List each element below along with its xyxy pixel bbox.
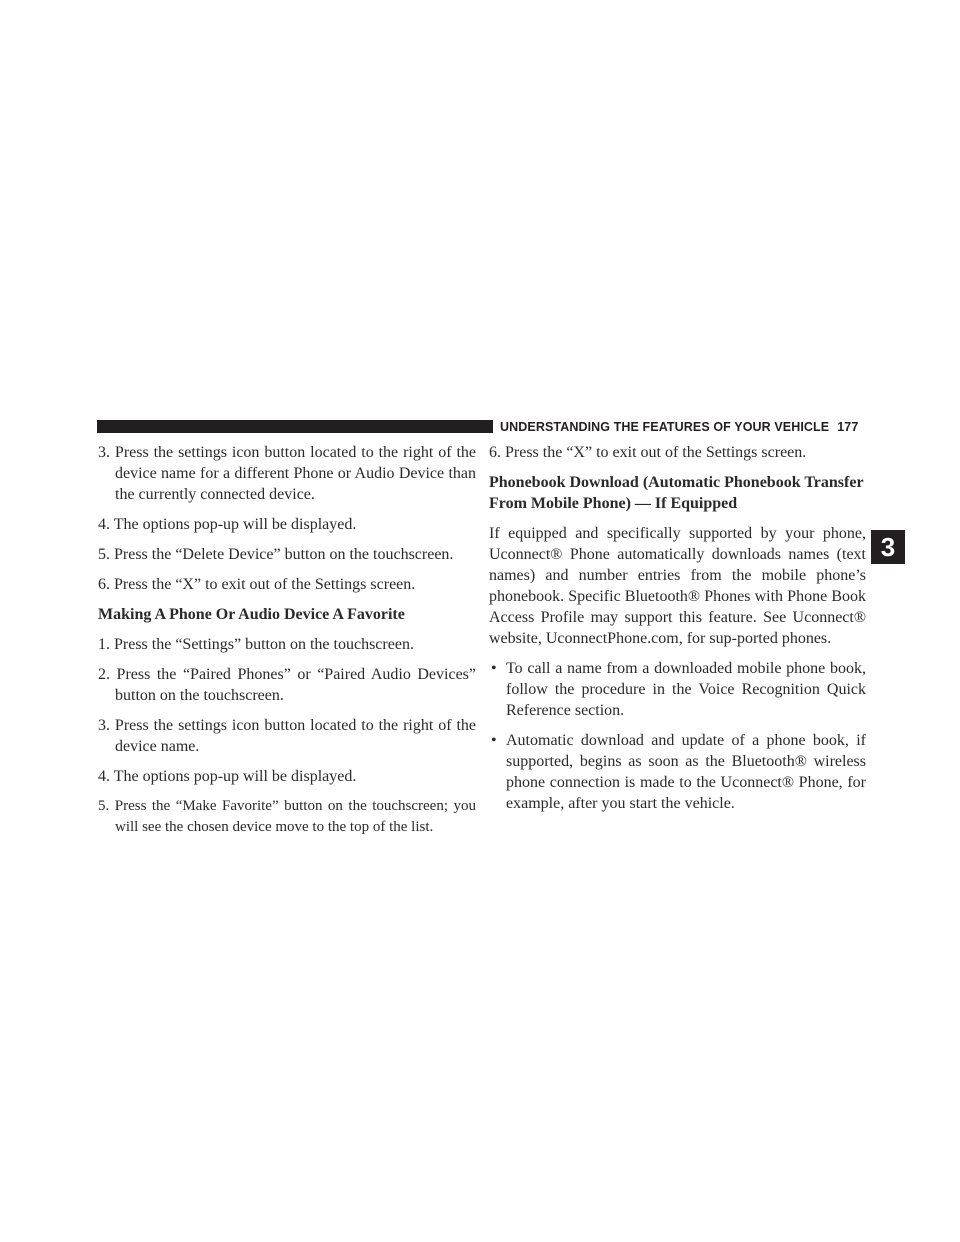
header-rule-bar [97,420,493,433]
step-item: 6. Press the “X” to exit out of the Settings screen. [489,444,807,461]
header-title: UNDERSTANDING THE FEATURES OF YOUR VEHICLE [500,420,830,434]
step-item: 3. Press the settings icon button located to the right of the device name. [98,717,476,755]
bullet-text: To call a name from a downloaded mobile phone book, follow the procedure in the Voice Recognition Quick Reference section. [506,660,866,719]
step-item: 1. Press the “Settings” button on the touchscreen. [98,636,414,653]
step-item: 4. The options pop-up will be displayed. [98,516,357,533]
bullet-list [489,658,866,814]
step-item: 3. Press the settings icon button located to the right of the device name for a different Phone or Audio Device than the currently connected device. [98,444,476,503]
list-item [489,730,866,814]
running-header [500,418,858,436]
step-item: 5. Press the “Make Favorite” button on the touchscreen; you will see the chosen device move to the top of the list. [98,798,476,835]
bullet-icon: • [491,660,497,677]
bullet-text: Automatic download and update of a phone book, if supported, begins as soon as the Bluetooth® wireless phone connection is made to the Uconnect® Phone, for example, after you start the vehicle. [506,732,866,812]
right-column [489,442,866,823]
step-item: 4. The options pop-up will be displayed. [98,768,357,785]
step-item: 6. Press the “X” to exit out of the Settings screen. [98,576,416,593]
section-heading-favorite: Making A Phone Or Audio Device A Favorite [98,606,405,623]
section-heading-phonebook: Phonebook Download (Automatic Phonebook Transfer From Mobile Phone) — If Equipped [489,474,864,512]
chapter-tab: 3 [871,530,905,564]
bullet-icon: • [491,732,497,749]
step-item: 2. Press the “Paired Phones” or “Paired Audio Devices” button on the touchscreen. [98,666,476,704]
body-paragraph: If equipped and specifically supported by your phone, Uconnect® Phone automatically downloads names (text names) and number entries from the mobile phone’s phonebook. Specific Bluetooth® Phones with Phone Book Access Profile may support this feature. See Uconnect® website, UconnectPhone.com, for sup-ported phones. [489,525,866,647]
page-number: 177 [837,420,859,434]
step-item: 5. Press the “Delete Device” button on the touchscreen. [98,546,454,563]
list-item [489,658,866,721]
left-column [98,442,476,847]
